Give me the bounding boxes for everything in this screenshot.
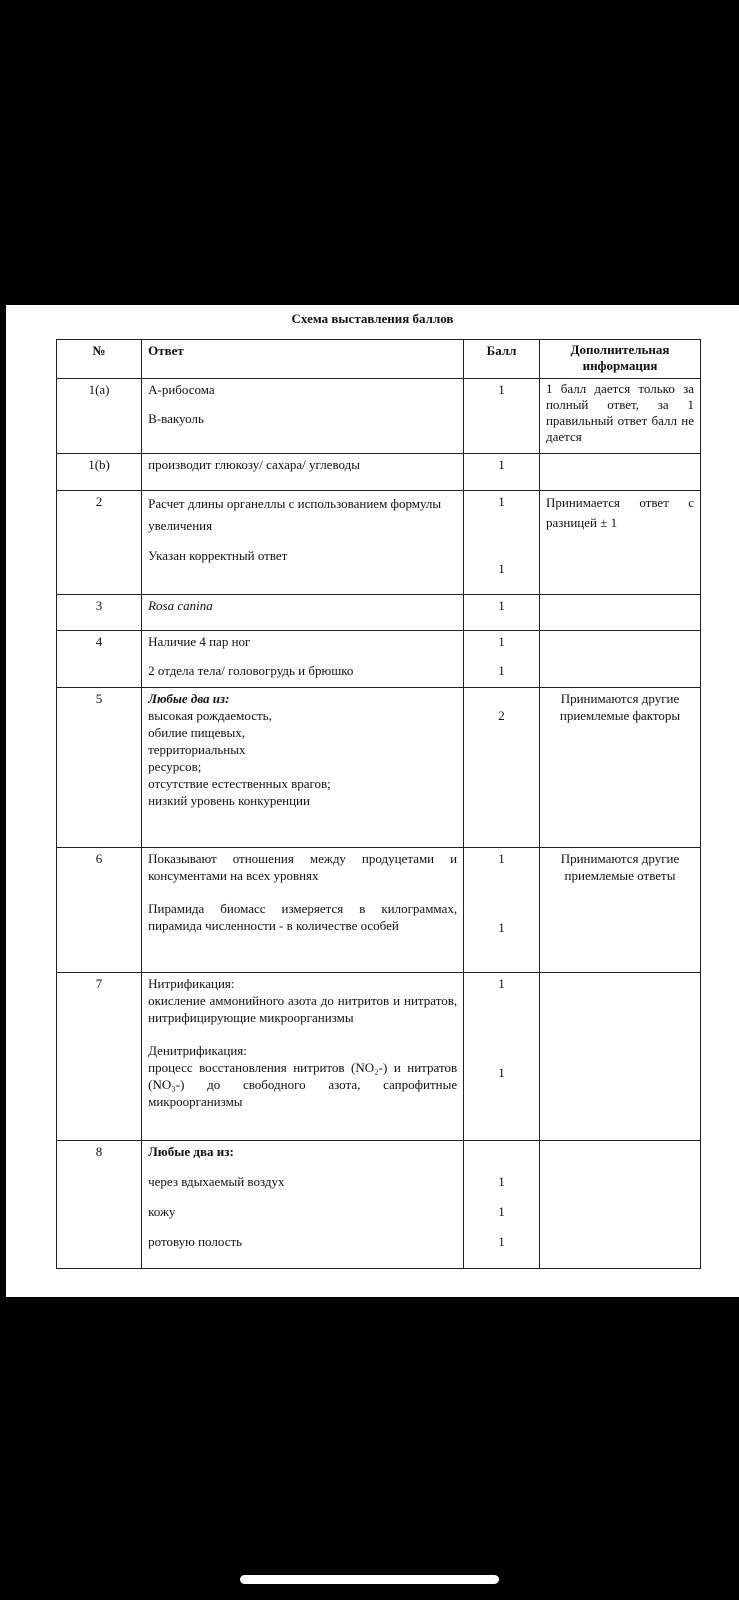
points-value: 2 xyxy=(498,708,505,723)
row-points xyxy=(464,1141,540,1269)
points-value: 1 xyxy=(498,561,505,576)
points-value: 1 xyxy=(498,976,505,991)
points-value: 1 xyxy=(498,1174,505,1189)
answer-line: высокая рождаемость, xyxy=(148,708,272,723)
answer-line: через вдыхаемый воздух xyxy=(148,1174,285,1189)
row-answer xyxy=(142,379,464,454)
answer-line: Показывают отношения между продуцетами и консументами на всех уровнях xyxy=(148,851,458,883)
answer-line: Указан корректный ответ xyxy=(148,548,288,563)
row-points: 1 xyxy=(464,379,540,454)
row-number: 6 xyxy=(57,848,142,973)
row-answer xyxy=(142,848,464,973)
row-info xyxy=(539,595,700,631)
answer-line: Пирамида биомасс измеряется в килограммах, пирамида численности - в количестве особей xyxy=(148,901,458,933)
row-points: 1 xyxy=(464,454,540,491)
answer-line: ресурсов; xyxy=(148,759,202,774)
row-info: 1 балл дается только за полный ответ, за 1 правильный ответ балл не дается xyxy=(539,379,700,454)
answer-line: А-рибосома xyxy=(148,382,215,397)
header-info: Дополнительная информация xyxy=(539,340,700,379)
row-points xyxy=(464,688,540,848)
row-number: 4 xyxy=(57,631,142,688)
table-row xyxy=(57,973,701,1141)
row-answer: производит глюкозу/ сахара/ углеводы xyxy=(142,454,464,491)
row-number: 1(a) xyxy=(57,379,142,454)
points-value: 1 xyxy=(498,851,505,866)
answer-line: ротовую полость xyxy=(148,1234,243,1249)
answer-heading: Любые два из: xyxy=(148,1144,234,1159)
row-number: 1(b) xyxy=(57,454,142,491)
answer-line: Наличие 4 пар ног xyxy=(148,634,251,649)
row-info: Принимается ответ с разницей ± 1 xyxy=(539,491,700,595)
table-header-row xyxy=(57,340,701,379)
points-value: 1 xyxy=(498,1234,505,1249)
row-points xyxy=(464,631,540,688)
header-number: № xyxy=(57,340,142,379)
answer-line: 2 отдела тела/ головогрудь и брюшко xyxy=(148,663,354,678)
row-number: 7 xyxy=(57,973,142,1141)
row-answer: Rosa canina xyxy=(142,595,464,631)
table-row xyxy=(57,631,701,688)
points-value: 1 xyxy=(498,1204,505,1219)
home-indicator[interactable] xyxy=(240,1575,499,1584)
row-info xyxy=(539,631,700,688)
table-row xyxy=(57,491,701,595)
answer-line: кожу xyxy=(148,1204,176,1219)
row-points xyxy=(464,491,540,595)
answer-line: В-вакуоль xyxy=(148,411,204,426)
row-info xyxy=(539,1141,700,1269)
answer-line: территориальных xyxy=(148,742,246,757)
table-row xyxy=(57,688,701,848)
table-row xyxy=(57,848,701,973)
header-answer: Ответ xyxy=(142,340,464,379)
row-info: Принимаются другие приемлемые факторы xyxy=(539,688,700,848)
answer-line: процесс восстановления нитритов (NO₂-) и нитратов (NO₃-) до свободного азота, сапрофитные микроорганизмы xyxy=(148,1060,458,1109)
row-answer xyxy=(142,973,464,1141)
row-info xyxy=(539,973,700,1141)
table-row xyxy=(57,595,701,631)
document-title: Схема выставления баллов xyxy=(291,311,454,326)
row-points xyxy=(464,973,540,1141)
row-answer xyxy=(142,1141,464,1269)
row-number: 2 xyxy=(57,491,142,595)
row-points xyxy=(464,848,540,973)
table-row xyxy=(57,454,701,491)
row-answer xyxy=(142,631,464,688)
row-info: Принимаются другие приемлемые ответы xyxy=(539,848,700,973)
answer-line: окисление аммонийного азота до нитритов и нитратов, нитрифицирующие микроорганизмы xyxy=(148,993,458,1025)
row-number: 5 xyxy=(57,688,142,848)
answer-line: обилие пищевых, xyxy=(148,725,245,740)
document-page xyxy=(6,305,739,1297)
row-info xyxy=(539,454,700,491)
answer-line: Денитрификация: xyxy=(148,1043,247,1058)
row-answer xyxy=(142,491,464,595)
row-answer xyxy=(142,688,464,848)
table-row xyxy=(57,1141,701,1269)
scoring-table xyxy=(56,339,701,1269)
answer-line: Расчет длины органеллы с использованием формулы увеличения xyxy=(148,496,442,533)
points-value: 1 xyxy=(498,494,505,509)
row-number: 8 xyxy=(57,1141,142,1269)
points-value: 1 xyxy=(498,634,505,649)
row-points: 1 xyxy=(464,595,540,631)
answer-heading: Любые два из: xyxy=(148,691,230,706)
row-number: 3 xyxy=(57,595,142,631)
points-value: 1 xyxy=(498,1065,505,1080)
header-points: Балл xyxy=(464,340,540,379)
answer-line: Нитрификация: xyxy=(148,976,235,991)
answer-line: низкий уровень конкуренции xyxy=(148,793,310,808)
points-value: 1 xyxy=(498,663,505,678)
answer-line: отсутствие естественных врагов; xyxy=(148,776,331,791)
points-value: 1 xyxy=(498,920,505,935)
table-row xyxy=(57,379,701,454)
